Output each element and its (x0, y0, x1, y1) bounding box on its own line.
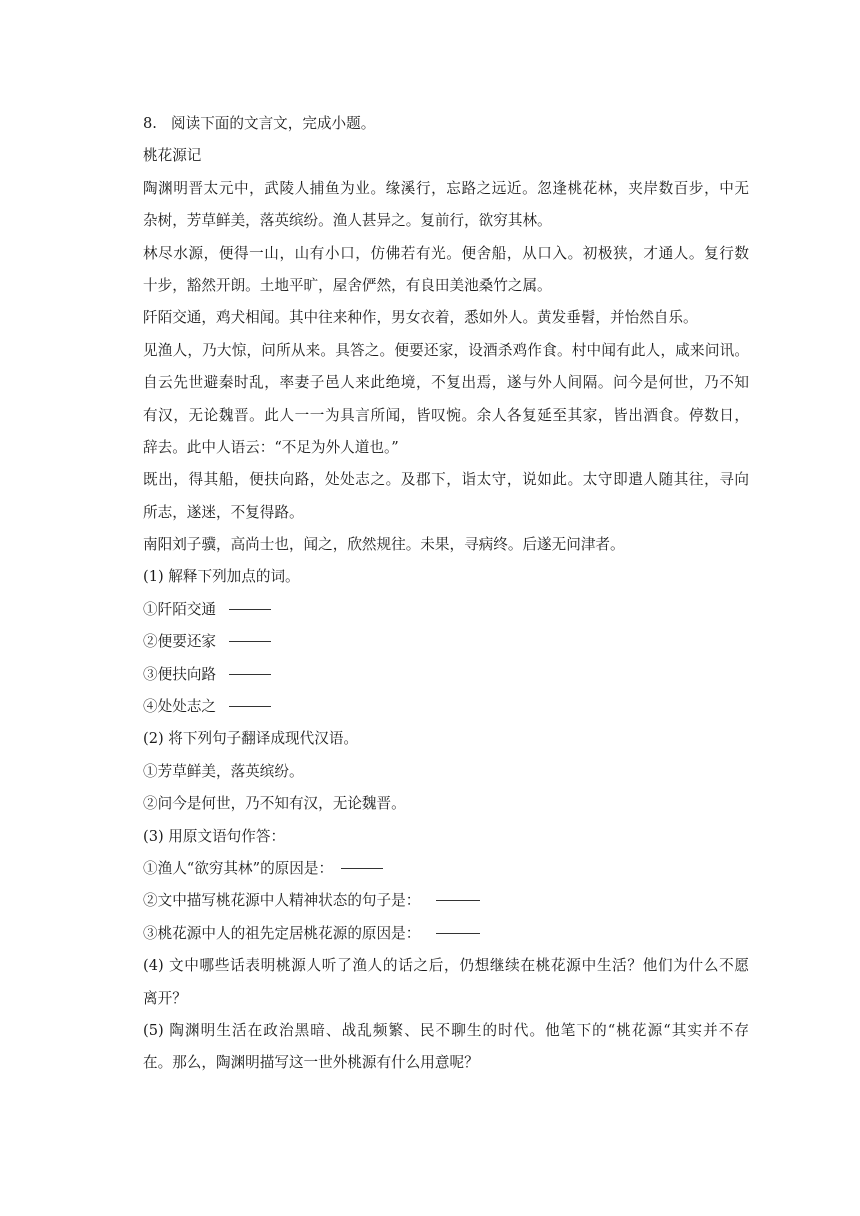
answer-blank[interactable] (229, 705, 271, 707)
item-number: ④ (143, 698, 158, 716)
item-text: 之 (201, 698, 217, 716)
subquestion-2-item: ①芳草鲜美，落英缤纷。 (143, 762, 304, 780)
subquestion-1-label: (1) 解释下列加点的词。 (143, 568, 300, 586)
item-text: ①渔人“欲穷其林”的原因是： (143, 859, 334, 877)
passage-line: 辞去。此中人语云：“不足为外人道也。” (143, 438, 399, 456)
subquestion-3-item (143, 885, 749, 917)
dotted-char: 扶 (172, 659, 187, 691)
passage-line: 陶渊明晋太元中，武陵人捕鱼为业。缘溪行，忘路之远近。忽逢桃花林，夹岸数百步，中无 (143, 179, 749, 197)
item-text: 处处 (157, 698, 187, 716)
item-number: ③ (143, 665, 158, 683)
subquestion-1-item (143, 691, 749, 723)
item-text: 便 (157, 665, 173, 683)
item-text: 阡陌 (157, 600, 187, 618)
answer-blank[interactable] (436, 932, 480, 934)
subquestion-1-item (143, 659, 749, 691)
subquestion-3-item (143, 853, 749, 885)
subquestion-1-item (143, 626, 749, 658)
subquestion-1-item (143, 594, 749, 626)
subquestion-4-line: (4) 文中哪些话表明桃源人听了渔人的话之后，仍想继续在桃花源中生活？他们为什么不愿 (143, 957, 749, 975)
subquestion-3-item (143, 918, 749, 950)
answer-blank[interactable] (341, 867, 383, 869)
passage-line: 所志，遂迷，不复得路。 (143, 503, 304, 521)
passage-line: 林尽水源，便得一山，山有小口，仿佛若有光。便舍船，从口入。初极狭，才通人。复行数 (143, 244, 749, 262)
subquestion-3-label: (3) 用原文语句作答： (143, 827, 286, 845)
subquestion-5-line: (5) 陶渊明生活在政治黑暗、战乱频繁、民不聊生的时代。他笔下的“桃花源“其实并不存 (143, 1021, 749, 1039)
passage-line: 南阳刘子骥，高尚士也，闻之，欣然规往。未果，寻病终。后遂无问津者。 (143, 536, 625, 554)
passage-line: 自云先世避秦时乱，率妻子邑人来此绝境，不复出焉，遂与外人间隔。问今是何世，乃不知 (143, 374, 749, 392)
item-text: 还家 (186, 633, 217, 651)
answer-blank[interactable] (229, 673, 271, 675)
passage-line: 杂树，芳草鲜美，落英缤纷。渔人甚异之。复前行，欲穷其林。 (143, 212, 552, 230)
question-number: 8. (143, 115, 157, 132)
dotted-char: 交 (187, 594, 202, 626)
item-text: ③桃花源中人的祖先定居桃花源的原因是： (143, 924, 421, 942)
subquestion-2-item: ②问今是何世，乃不知有汉，无论魏晋。 (143, 795, 406, 813)
subquestion-2-label: (2) 将下列句子翻译成现代汉语。 (143, 730, 359, 748)
answer-blank[interactable] (229, 640, 271, 642)
question-prompt: 阅读下面的文言文，完成小题。 (171, 115, 376, 132)
passage-line: 见渔人，乃大惊，问所从来。具答之。便要还家，设酒杀鸡作食。村中闻有此人，咸来问讯。 (143, 341, 749, 359)
dotted-char: 通 (201, 594, 216, 626)
subquestion-5-line: 在。那么，陶渊明描写这一世外桃源有什么用意呢？ (143, 1054, 479, 1072)
question-header (143, 108, 749, 140)
dotted-char: 要 (172, 626, 187, 658)
item-number: ① (143, 600, 158, 618)
item-text: ②文中描写桃花源中人精神状态的句子是： (143, 892, 421, 910)
passage-line: 既出，得其船，便扶向路，处处志之。及郡下，诣太守，说如此。太守即遣人随其往，寻向 (143, 471, 749, 489)
item-text: 向路 (186, 665, 217, 683)
passage-line: 阡陌交通，鸡犬相闻。其中往来种作，男女衣着，悉如外人。黄发垂髫，并怡然自乐。 (143, 309, 698, 327)
dotted-char: 志 (187, 691, 202, 723)
subquestion-4-line: 离开？ (143, 989, 187, 1007)
answer-blank[interactable] (436, 899, 480, 901)
question-block (143, 108, 749, 1080)
passage-title: 桃花源记 (143, 147, 202, 165)
item-number: ② (143, 633, 158, 651)
item-text: 便 (157, 633, 173, 651)
answer-blank[interactable] (229, 608, 271, 610)
passage-line: 有汉，无论魏晋。此人一一为具言所闻，皆叹惋。余人各复延至其家，皆出酒食。停数日， (143, 406, 749, 424)
passage-line: 十步，豁然开朗。土地平旷，屋舍俨然，有良田美池桑竹之属。 (143, 276, 552, 294)
